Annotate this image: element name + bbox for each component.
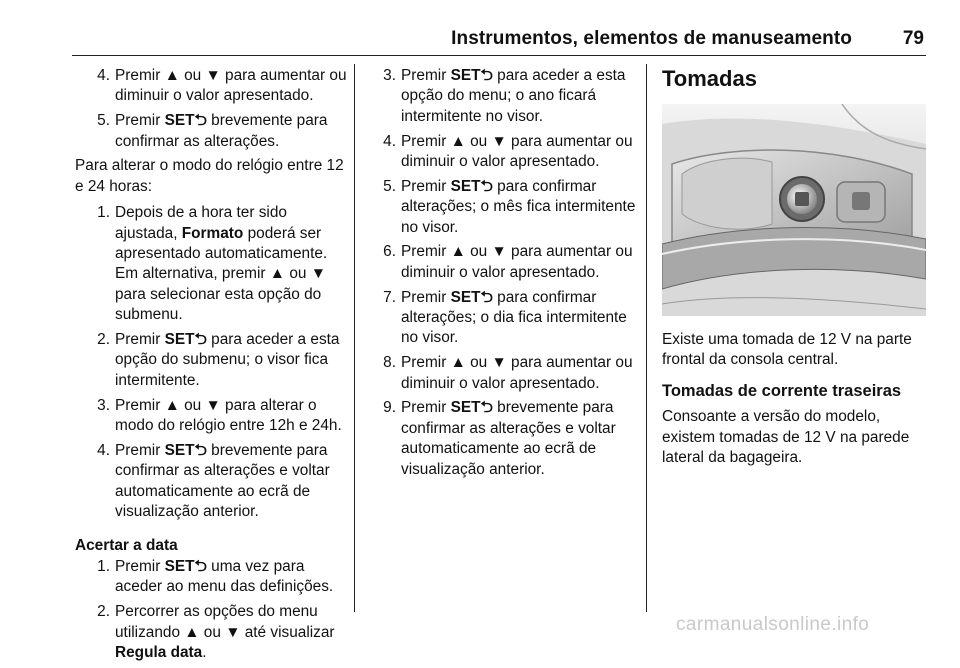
bold-term: SET⮌ [450, 399, 493, 417]
list-item-text [115, 603, 335, 661]
bold-term: Regula data [115, 643, 203, 661]
list-item-text [401, 67, 625, 125]
list-item-text [115, 204, 327, 323]
column-3 [662, 66, 930, 474]
list-item-text [401, 178, 635, 236]
list-item-text [115, 397, 342, 434]
text-run: Premir [401, 399, 451, 417]
list-date-steps-cont [374, 66, 636, 480]
list-item-text [115, 558, 333, 595]
list-clock-mode-steps [75, 203, 347, 522]
set-date-heading: Acertar a data [75, 537, 178, 555]
bold-term: SET⮌ [164, 441, 207, 459]
text-run: Premir [115, 441, 165, 459]
bold-term: SET⮌ [164, 112, 207, 130]
list-item-number: 8. [383, 354, 396, 372]
text-run: poderá ser apresentado automaticamente. Em alternativa, premir ▲ ou ▼ para selecionar esta opção do submenu. [115, 224, 328, 324]
text-run: Premir [115, 331, 165, 349]
list-date-steps [75, 557, 347, 663]
text-run: Premir [115, 557, 165, 575]
bold-term: SET⮌ [450, 67, 493, 84]
text-run: Percorrer as opções do menu utilizando ▲ ou ▼ até visualizar [115, 603, 335, 641]
list-item [374, 288, 636, 349]
list-item-number: 2. [97, 331, 110, 349]
list-item-text [401, 243, 633, 280]
list-item [374, 398, 636, 480]
list-item-text [115, 112, 328, 149]
list-item-number: 5. [97, 112, 110, 130]
list-item-text [401, 289, 627, 347]
text-run: Premir [401, 288, 451, 306]
list-item-text [115, 67, 347, 104]
list-item-number: 2. [97, 603, 110, 621]
text-run: ▲ [164, 67, 180, 84]
rear-outlets-text: Consoante a versão do modelo, existem tomadas de 12 V na parede lateral da bagageira. [662, 408, 910, 467]
list-item-text [401, 399, 616, 477]
list-item-number: 1. [97, 557, 110, 575]
text-run: para aceder a esta opção do submenu; o visor fica intermitente. [115, 331, 340, 389]
list-item-number: 4. [97, 441, 110, 459]
list-item-text [401, 133, 633, 170]
clock-mode-intro: Para alterar o modo do relógio entre 12 e 24 horas: [75, 157, 344, 195]
list-item [88, 203, 347, 325]
text-run: Premir [115, 67, 165, 84]
list-item [374, 353, 636, 394]
bold-term: SET⮌ [450, 288, 493, 306]
list-item [374, 177, 636, 238]
text-run: brevemente para confirmar as alterações e voltar automaticamente ao ecrã de visualização anterior. [401, 399, 616, 478]
rear-outlets-heading: Tomadas de corrente traseiras [662, 381, 902, 400]
power-outlet-photo [662, 104, 926, 316]
list-item-number: 1. [97, 204, 110, 222]
text-run: brevemente para confirmar as alterações e voltar automaticamente ao ecrã de visualização anterior. [115, 441, 330, 521]
bold-term: SET⮌ [164, 557, 207, 575]
list-item-number: 6. [383, 243, 396, 261]
list-item [88, 396, 347, 437]
text-run: brevemente para confirmar as alterações. [115, 112, 328, 150]
text-run: ou [179, 67, 206, 84]
column-divider-1 [354, 64, 355, 612]
column-2 [374, 66, 636, 484]
list-item [88, 66, 347, 107]
list-item-number: 3. [383, 67, 396, 84]
watermark: carmanualsonline.info [676, 614, 870, 635]
list-item [88, 441, 347, 523]
page-header-title: Instrumentos, elementos de manuseamento [451, 28, 852, 49]
list-item-number: 4. [383, 132, 396, 150]
list-clock-steps [75, 66, 347, 152]
column-divider-2 [646, 64, 647, 612]
text-run: . [202, 643, 207, 661]
list-item-number: 9. [383, 399, 396, 417]
text-run: para aceder a esta opção do menu; o ano ficará intermitente no visor. [401, 67, 626, 125]
list-item-number: 7. [383, 288, 396, 306]
text-run: Premir ▲ ou ▼ para aumentar ou diminuir o valor apresentado. [401, 354, 633, 392]
text-run: Premir ▲ ou ▼ para alterar o modo do relógio entre 12h e 24h. [115, 396, 342, 435]
bold-term: SET⮌ [164, 331, 207, 349]
header-rule [72, 55, 926, 56]
list-item-text [115, 331, 339, 389]
page-number: 79 [902, 28, 924, 49]
list-item-number: 3. [97, 396, 110, 414]
list-item-text [115, 442, 330, 520]
list-item-text [401, 354, 633, 391]
text-run: uma vez para aceder ao menu das definições. [115, 557, 334, 596]
list-item [88, 602, 347, 663]
text-run: Premir [401, 67, 451, 84]
list-item-number: 5. [383, 177, 396, 195]
text-run: Depois de a hora ter sido ajustada, [115, 204, 287, 242]
list-item [88, 330, 347, 391]
list-item [88, 557, 347, 598]
front-outlet-text: Existe uma tomada de 12 V na parte frontal da consola central. [662, 331, 912, 369]
text-run: Premir ▲ ou ▼ para aumentar ou diminuir o valor apresentado. [401, 132, 633, 171]
bold-term: Formato [181, 224, 244, 242]
column-1 [75, 66, 347, 668]
text-run: Premir ▲ ou ▼ para aumentar ou diminuir o valor apresentado. [401, 243, 633, 281]
list-item [374, 66, 636, 127]
list-item-number: 4. [97, 67, 110, 84]
text-run: ▼ [205, 67, 221, 84]
text-run: Premir [115, 112, 165, 130]
list-item [374, 132, 636, 173]
text-run: para confirmar alterações; o mês fica intermitente no visor. [401, 177, 636, 236]
text-run: para aumentar ou diminuir o valor apresentado. [115, 67, 347, 105]
page-header [72, 28, 926, 56]
bold-term: SET⮌ [450, 177, 493, 195]
text-run: Premir [401, 177, 451, 195]
text-run: para confirmar alterações; o dia fica intermitente no visor. [401, 288, 627, 347]
list-item [88, 111, 347, 152]
list-item [374, 242, 636, 283]
section-title: Tomadas [662, 66, 757, 91]
